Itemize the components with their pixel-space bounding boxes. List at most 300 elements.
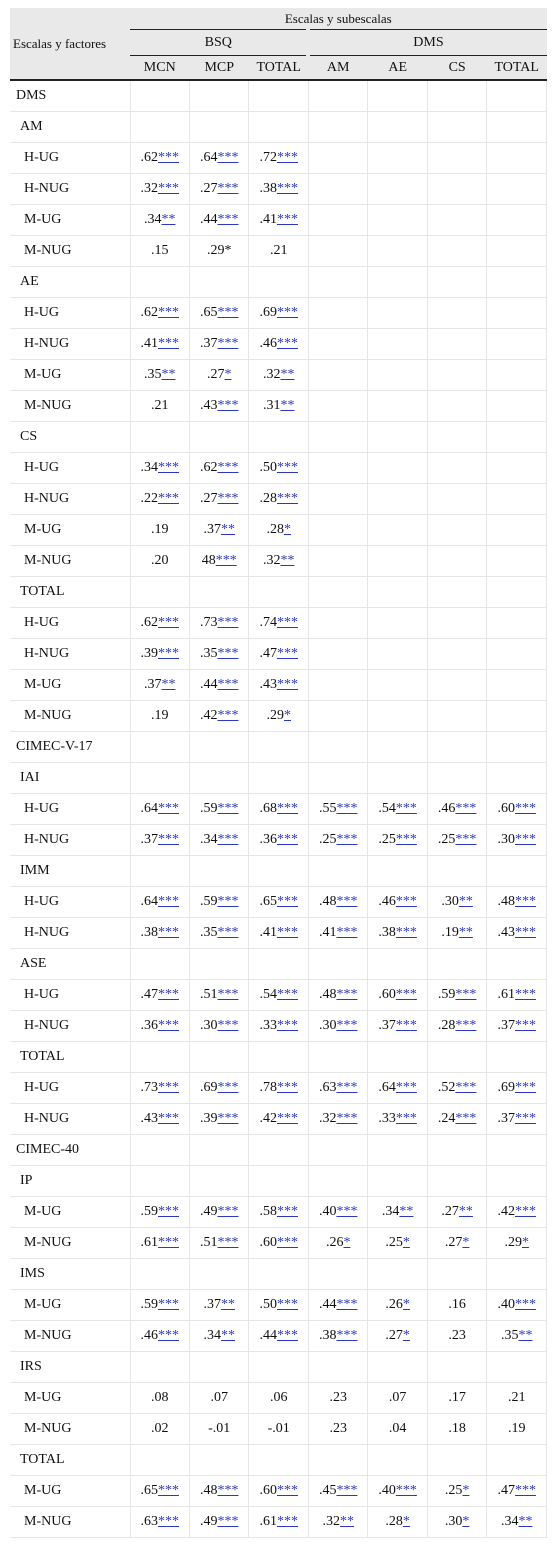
significance-link[interactable]: *** [514, 925, 536, 940]
table-row [10, 794, 547, 825]
significance-link[interactable]: *** [276, 1514, 298, 1529]
table-cell [130, 515, 189, 546]
significance-link[interactable]: *** [276, 1080, 298, 1095]
table-cell [427, 515, 486, 546]
table-cell [427, 608, 486, 639]
table-row [10, 1383, 547, 1414]
significance-link[interactable]: *** [336, 1328, 358, 1343]
table-cell [189, 701, 248, 732]
significance-link[interactable]: *** [276, 1328, 298, 1343]
significance-link[interactable]: *** [217, 491, 239, 506]
significance-link[interactable]: *** [276, 1204, 298, 1219]
significance-link[interactable]: * [402, 1328, 410, 1343]
table-cell [249, 1507, 308, 1538]
table-cell [249, 174, 308, 205]
significance-link[interactable]: ** [399, 1204, 414, 1219]
significance-link[interactable]: *** [157, 615, 179, 630]
significance-link[interactable]: ** [458, 894, 473, 909]
significance-link[interactable]: * [462, 1483, 470, 1498]
table-cell [130, 236, 189, 267]
table-cell [249, 763, 308, 794]
significance-link[interactable]: *** [217, 646, 239, 661]
table-cell [368, 949, 427, 980]
cell-value: .29 [266, 708, 284, 723]
cell-value: .54 [259, 987, 277, 1002]
significance-link[interactable]: *** [217, 1235, 239, 1250]
significance-link[interactable]: * [283, 708, 291, 723]
table-row [10, 143, 547, 174]
table-cell [308, 701, 367, 732]
row-label: H-NUG [10, 329, 130, 360]
significance-link[interactable]: *** [157, 1483, 179, 1498]
significance-link[interactable]: ** [280, 367, 295, 382]
significance-link[interactable]: ** [458, 925, 473, 940]
significance-link[interactable]: *** [217, 1018, 239, 1033]
significance-link[interactable]: *** [514, 1111, 536, 1126]
significance-link[interactable]: *** [217, 181, 239, 196]
cell-value: .60 [259, 1235, 277, 1250]
column-header: MCN [130, 56, 189, 81]
cell-value: .04 [388, 1421, 407, 1436]
cell-value: .68 [259, 801, 277, 816]
cell-value: .41 [259, 212, 277, 227]
significance-link[interactable]: *** [336, 1111, 358, 1126]
significance-link[interactable]: *** [514, 1080, 536, 1095]
significance-link[interactable]: *** [157, 1111, 179, 1126]
table-cell [189, 360, 248, 391]
cell-value: .35 [199, 646, 218, 661]
table-cell [249, 1352, 308, 1383]
row-label: IP [10, 1166, 130, 1197]
cell-value: -.01 [267, 1421, 290, 1436]
table-cell [189, 1445, 248, 1476]
significance-link[interactable]: *** [157, 1514, 179, 1529]
table-cell [487, 1011, 547, 1042]
table-cell [249, 236, 308, 267]
significance-link[interactable]: *** [276, 150, 298, 165]
cell-value: .32 [322, 1514, 340, 1529]
row-label: TOTAL [10, 1445, 130, 1476]
table-cell [487, 1445, 547, 1476]
significance-link[interactable]: ** [339, 1514, 354, 1529]
significance-link[interactable]: *** [217, 708, 239, 723]
significance-link[interactable]: *** [336, 987, 358, 1002]
table-body [10, 80, 547, 1538]
significance-link[interactable]: ** [220, 1328, 235, 1343]
table-cell [368, 825, 427, 856]
table-cell [249, 1476, 308, 1507]
significance-link[interactable]: *** [336, 1018, 358, 1033]
significance-link[interactable]: *** [276, 212, 298, 227]
significance-link[interactable]: ** [280, 398, 295, 413]
significance-link[interactable]: *** [157, 646, 179, 661]
cell-value: .61 [259, 1514, 277, 1529]
significance-link[interactable]: *** [217, 336, 239, 351]
significance-link[interactable]: *** [217, 925, 239, 940]
table-cell [249, 143, 308, 174]
significance-link[interactable]: *** [514, 1483, 536, 1498]
cell-value: .45 [318, 1483, 337, 1498]
table-cell [427, 1352, 486, 1383]
table-cell [368, 1259, 427, 1290]
table-cell [130, 887, 189, 918]
table-cell [368, 608, 427, 639]
significance-link[interactable]: *** [217, 1080, 239, 1095]
significance-link[interactable]: * [224, 367, 232, 382]
table-cell [427, 639, 486, 670]
table-cell [130, 143, 189, 174]
table-row [10, 1011, 547, 1042]
significance-link[interactable]: *** [217, 1111, 239, 1126]
table-cell [308, 1259, 367, 1290]
cell-value: .48 [318, 987, 337, 1002]
significance-link[interactable]: *** [276, 1111, 298, 1126]
table-cell [368, 422, 427, 453]
table-cell [189, 887, 248, 918]
table-row [10, 918, 547, 949]
table-cell [308, 267, 367, 298]
row-label: TOTAL [10, 577, 130, 608]
significance-link[interactable]: *** [157, 987, 179, 1002]
significance-link[interactable]: *** [157, 1080, 179, 1095]
table-cell [189, 236, 248, 267]
table-cell [189, 1073, 248, 1104]
significance-link[interactable]: *** [217, 1514, 239, 1529]
table-row [10, 391, 547, 422]
significance-link[interactable]: * [343, 1235, 351, 1250]
table-cell [427, 577, 486, 608]
table-row [10, 298, 547, 329]
significance-link[interactable]: *** [336, 1483, 358, 1498]
significance-link[interactable]: *** [217, 832, 239, 847]
significance-link[interactable]: * [283, 522, 291, 537]
table-cell [130, 1135, 189, 1166]
significance-link[interactable]: *** [157, 460, 179, 475]
cell-value: .40 [318, 1204, 337, 1219]
significance-link[interactable]: *** [217, 212, 239, 227]
table-cell [249, 577, 308, 608]
table-row [10, 639, 547, 670]
significance-link[interactable]: *** [455, 1080, 477, 1095]
significance-link[interactable]: *** [157, 181, 179, 196]
significance-link[interactable]: *** [157, 150, 179, 165]
significance-link[interactable]: *** [514, 987, 536, 1002]
significance-link[interactable]: *** [217, 1483, 239, 1498]
significance-link[interactable]: *** [157, 925, 179, 940]
cell-value: .02 [150, 1421, 169, 1436]
significance-link[interactable]: *** [157, 894, 179, 909]
cell-value: .48 [199, 1483, 218, 1498]
significance-link[interactable]: *** [514, 832, 536, 847]
cell-value: .51 [199, 1235, 218, 1250]
significance-link[interactable]: *** [336, 801, 358, 816]
significance-link[interactable]: *** [276, 1483, 298, 1498]
significance-link[interactable]: *** [276, 1018, 298, 1033]
row-label: H-UG [10, 980, 130, 1011]
significance-link[interactable]: ** [518, 1514, 533, 1529]
table-cell [427, 143, 486, 174]
significance-link[interactable]: * [402, 1514, 410, 1529]
significance-link[interactable]: *** [276, 1235, 298, 1250]
significance-link[interactable]: *** [217, 150, 239, 165]
row-label: M-UG [10, 670, 130, 701]
significance-link[interactable]: *** [336, 832, 358, 847]
cell-value: .59 [199, 894, 218, 909]
significance-link[interactable]: *** [276, 181, 298, 196]
cell-value: .32 [262, 367, 281, 382]
significance-link[interactable]: *** [217, 987, 239, 1002]
table-cell [249, 267, 308, 298]
significance-link[interactable]: *** [455, 832, 477, 847]
table-cell [308, 1507, 367, 1538]
table-cell [427, 1135, 486, 1166]
table-row [10, 112, 547, 143]
significance-link[interactable]: *** [276, 987, 298, 1002]
table-cell [249, 701, 308, 732]
significance-link[interactable]: *** [157, 801, 179, 816]
row-label: M-UG [10, 1197, 130, 1228]
significance-link[interactable]: *** [276, 491, 298, 506]
significance-link[interactable]: *** [514, 1018, 536, 1033]
significance-link[interactable]: * [462, 1235, 470, 1250]
significance-link[interactable]: *** [395, 1483, 417, 1498]
cell-value: .28 [266, 522, 284, 537]
significance-link[interactable]: *** [336, 1080, 358, 1095]
table-cell [249, 1259, 308, 1290]
table-cell [130, 1042, 189, 1073]
table-row [10, 1073, 547, 1104]
table-cell [368, 1476, 427, 1507]
significance-link[interactable]: *** [217, 460, 239, 475]
significance-link[interactable]: *** [276, 801, 298, 816]
significance-link[interactable]: *** [276, 615, 298, 630]
significance-link[interactable]: *** [276, 1297, 298, 1312]
table-row [10, 484, 547, 515]
significance-link[interactable]: *** [514, 801, 536, 816]
row-label: H-UG [10, 1073, 130, 1104]
column-header: TOTAL [249, 56, 308, 81]
significance-link[interactable]: *** [395, 1018, 417, 1033]
cell-value: .29* [206, 243, 232, 258]
table-cell [249, 670, 308, 701]
significance-link[interactable]: *** [217, 894, 239, 909]
significance-link[interactable]: *** [395, 801, 417, 816]
row-label: H-NUG [10, 484, 130, 515]
cell-value: .25 [444, 1483, 463, 1498]
significance-link[interactable]: ** [161, 212, 176, 227]
table-cell [308, 1104, 367, 1135]
cell-value: .64 [378, 1080, 396, 1095]
table-cell [487, 918, 547, 949]
significance-link[interactable]: *** [276, 646, 298, 661]
significance-link[interactable]: *** [157, 1328, 179, 1343]
significance-link[interactable]: *** [276, 925, 298, 940]
table-cell [249, 391, 308, 422]
significance-link[interactable]: *** [157, 1235, 179, 1250]
significance-link[interactable]: *** [395, 1080, 417, 1095]
table-row [10, 267, 547, 298]
table-cell [308, 918, 367, 949]
table-cell [427, 1290, 486, 1321]
cell-value: .40 [497, 1297, 515, 1312]
table-row [10, 1259, 547, 1290]
cell-value: .18 [448, 1421, 466, 1436]
table-cell [368, 391, 427, 422]
table-cell [487, 1135, 547, 1166]
significance-link[interactable]: *** [514, 1297, 536, 1312]
table-cell [308, 1321, 367, 1352]
cell-value: .62 [199, 460, 218, 475]
cell-value: .24 [437, 1111, 456, 1126]
table-cell [189, 918, 248, 949]
cell-value: .40 [378, 1483, 396, 1498]
table-cell [487, 484, 547, 515]
cell-value: .37 [497, 1018, 515, 1033]
cell-value: .60 [259, 1483, 277, 1498]
significance-link[interactable]: * [402, 1297, 410, 1312]
significance-link[interactable]: ** [220, 522, 235, 537]
table-row [10, 825, 547, 856]
significance-link[interactable]: ** [161, 677, 176, 692]
table-cell [427, 112, 486, 143]
row-label: CIMEC-V-17 [10, 732, 130, 763]
cell-value: .41 [318, 925, 337, 940]
table-cell [308, 1383, 367, 1414]
cell-value: .36 [259, 832, 277, 847]
table-cell [308, 980, 367, 1011]
cell-value: .33 [378, 1111, 396, 1126]
significance-link[interactable]: *** [157, 1204, 179, 1219]
significance-link[interactable]: ** [280, 553, 295, 568]
significance-link[interactable]: *** [217, 801, 239, 816]
table-row [10, 1228, 547, 1259]
table-cell [487, 949, 547, 980]
significance-link[interactable]: *** [276, 460, 298, 475]
significance-link[interactable]: *** [157, 1018, 179, 1033]
significance-link[interactable]: *** [455, 1111, 477, 1126]
significance-link[interactable]: *** [276, 305, 298, 320]
row-header-label: Escalas y factores [10, 8, 130, 80]
table-cell [308, 546, 367, 577]
significance-link[interactable]: *** [395, 832, 417, 847]
table-cell [427, 80, 486, 112]
significance-link[interactable]: *** [336, 1297, 358, 1312]
significance-link[interactable]: *** [217, 615, 239, 630]
table-cell [130, 453, 189, 484]
cell-value: .23 [448, 1328, 466, 1343]
table-cell [427, 1414, 486, 1445]
significance-link[interactable]: *** [217, 398, 239, 413]
table-cell [308, 1290, 367, 1321]
table-cell [368, 484, 427, 515]
table-cell [189, 298, 248, 329]
table-cell [249, 80, 308, 112]
significance-link[interactable]: *** [455, 1018, 477, 1033]
table-cell [189, 1507, 248, 1538]
significance-link[interactable]: *** [514, 1204, 536, 1219]
table-cell [487, 205, 547, 236]
significance-link[interactable]: *** [336, 894, 358, 909]
significance-link[interactable]: *** [336, 925, 358, 940]
cell-value: .65 [140, 1483, 158, 1498]
table-cell [308, 1476, 367, 1507]
cell-value: .44 [259, 1328, 277, 1343]
table-cell [130, 360, 189, 391]
significance-link[interactable]: * [402, 1235, 410, 1250]
cell-value: .69 [497, 1080, 515, 1095]
table-cell [487, 701, 547, 732]
cell-value: .44 [199, 677, 218, 692]
significance-link[interactable]: *** [514, 894, 536, 909]
significance-link[interactable]: ** [161, 367, 176, 382]
column-header: TOTAL [487, 56, 547, 81]
significance-link[interactable]: *** [276, 677, 298, 692]
significance-link[interactable]: ** [220, 1297, 235, 1312]
table-cell [249, 1383, 308, 1414]
significance-link[interactable]: *** [395, 925, 417, 940]
column-header: AE [368, 56, 427, 81]
significance-link[interactable]: ** [518, 1328, 533, 1343]
significance-link[interactable]: *** [157, 1297, 179, 1312]
cell-value: .34 [381, 1204, 400, 1219]
table-cell [368, 546, 427, 577]
table-cell [189, 1135, 248, 1166]
significance-link[interactable]: *** [217, 305, 239, 320]
cell-value: .47 [140, 987, 158, 1002]
cell-value: .46 [437, 801, 456, 816]
table-row [10, 1290, 547, 1321]
table-cell [487, 236, 547, 267]
cell-value: .21 [507, 1390, 526, 1405]
table-cell [189, 825, 248, 856]
table-cell [130, 1011, 189, 1042]
row-label: CS [10, 422, 130, 453]
table-cell [308, 670, 367, 701]
significance-link[interactable]: *** [217, 677, 239, 692]
table-row [10, 980, 547, 1011]
significance-link[interactable]: *** [455, 801, 477, 816]
table-cell [130, 1476, 189, 1507]
significance-link[interactable]: *** [157, 336, 179, 351]
significance-link[interactable]: *** [157, 491, 179, 506]
significance-link[interactable]: *** [157, 832, 179, 847]
significance-link[interactable]: *** [215, 553, 237, 568]
cell-value: .23 [329, 1390, 347, 1405]
significance-link[interactable]: *** [395, 894, 417, 909]
significance-link[interactable]: *** [455, 987, 477, 1002]
significance-link[interactable]: *** [217, 1204, 239, 1219]
significance-link[interactable]: *** [276, 894, 298, 909]
significance-link[interactable]: *** [276, 832, 298, 847]
significance-link[interactable]: *** [395, 987, 417, 1002]
cell-value: .78 [259, 1080, 277, 1095]
cell-value: .26 [325, 1235, 344, 1250]
table-cell [308, 329, 367, 360]
significance-link[interactable]: *** [157, 305, 179, 320]
significance-link[interactable]: *** [276, 336, 298, 351]
significance-link[interactable]: * [462, 1514, 470, 1529]
significance-link[interactable]: *** [395, 1111, 417, 1126]
table-cell [427, 1166, 486, 1197]
table-cell [308, 298, 367, 329]
cell-value: .41 [140, 336, 158, 351]
cell-value: .27 [441, 1204, 459, 1219]
significance-link[interactable]: *** [336, 1204, 358, 1219]
significance-link[interactable]: ** [458, 1204, 473, 1219]
cell-value: .31 [262, 398, 281, 413]
significance-link[interactable]: * [521, 1235, 529, 1250]
cell-value: .19 [150, 522, 169, 537]
